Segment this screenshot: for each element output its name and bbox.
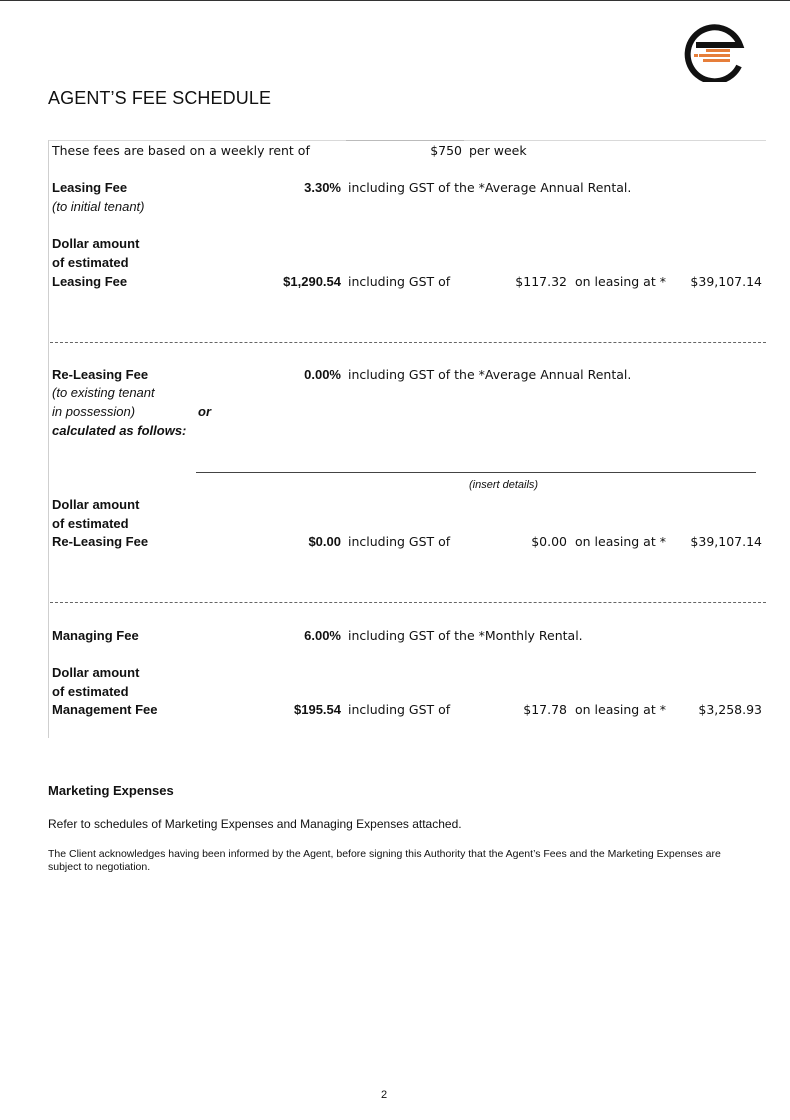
leasing-fee-label: Leasing Fee [52,180,128,195]
releasing-base: $39,107.14 [690,534,762,549]
managing-gst: $17.78 [523,702,567,717]
managing-fee-rate: 6.00% [304,628,341,643]
insert-details-caption: (insert details) [469,479,539,491]
managing-amount-label-3: Management Fee [52,702,158,717]
releasing-fee-sub-2: in possession) [52,404,136,419]
leasing-fee-rate: 3.30% [304,180,341,195]
releasing-calc-label: calculated as follows: [52,423,187,438]
releasing-fee-rate-text: including GST of the *Average Annual Rental. [348,367,632,382]
leasing-amount-label-3: Leasing Fee [52,274,128,289]
releasing-amount-label-2: of estimated [52,516,129,531]
acknowledgement-line-2: subject to negotiation. [48,861,151,873]
table-left-border [48,140,49,738]
releasing-amount: $0.00 [308,534,341,549]
marketing-text: Refer to schedules of Marketing Expenses and Managing Expenses attached. [48,817,462,831]
rent-value: $750 [430,143,462,158]
acknowledgement-line-1: The Client acknowledges having been informed by the Agent, before signing this Authority that the Agent’s Fees and the Marketing Expenses are [48,848,721,860]
section-separator [50,602,766,603]
acknowledgement-text [48,848,748,874]
page-number: 2 [381,1089,388,1101]
managing-on-text: on leasing at * [575,702,666,717]
leasing-amount: $1,290.54 [283,274,341,289]
managing-amount-label-2: of estimated [52,684,129,699]
leasing-fee-sub: (to initial tenant) [52,199,145,214]
leasing-gst: $117.32 [515,274,567,289]
managing-base: $3,258.93 [698,702,762,717]
releasing-fee-label: Re-Leasing Fee [52,367,149,382]
rent-label: These fees are based on a weekly rent of [52,143,310,158]
brand-e-logo-icon [684,20,746,82]
leasing-fee-rate-text: including GST of the *Average Annual Rental. [348,180,632,195]
rent-unit: per week [469,143,527,158]
managing-fee-label: Managing Fee [52,628,139,643]
managing-fee-rate-text: including GST of the *Monthly Rental. [348,628,583,643]
releasing-amount-label-3: Re-Leasing Fee [52,534,149,549]
section-separator [50,342,766,343]
leasing-amount-label-1: Dollar amount [52,236,140,251]
releasing-fee-rate: 0.00% [304,367,341,382]
leasing-on-text: on leasing at * [575,274,666,289]
releasing-gst-text: including GST of [348,534,451,549]
insert-details-line [196,472,756,473]
leasing-base: $39,107.14 [690,274,762,289]
top-border [0,0,790,1]
page-title: AGENT’S FEE SCHEDULE [48,88,272,108]
releasing-gst: $0.00 [531,534,567,549]
releasing-or: or [198,404,211,419]
managing-amount: $195.54 [294,702,341,717]
releasing-fee-sub-1: (to existing tenant [52,385,155,400]
managing-gst-text: including GST of [348,702,451,717]
releasing-on-text: on leasing at * [575,534,666,549]
leasing-amount-label-2: of estimated [52,255,129,270]
marketing-heading: Marketing Expenses [48,783,174,798]
leasing-gst-text: including GST of [348,274,451,289]
managing-amount-label-1: Dollar amount [52,665,140,680]
releasing-amount-label-1: Dollar amount [52,497,140,512]
